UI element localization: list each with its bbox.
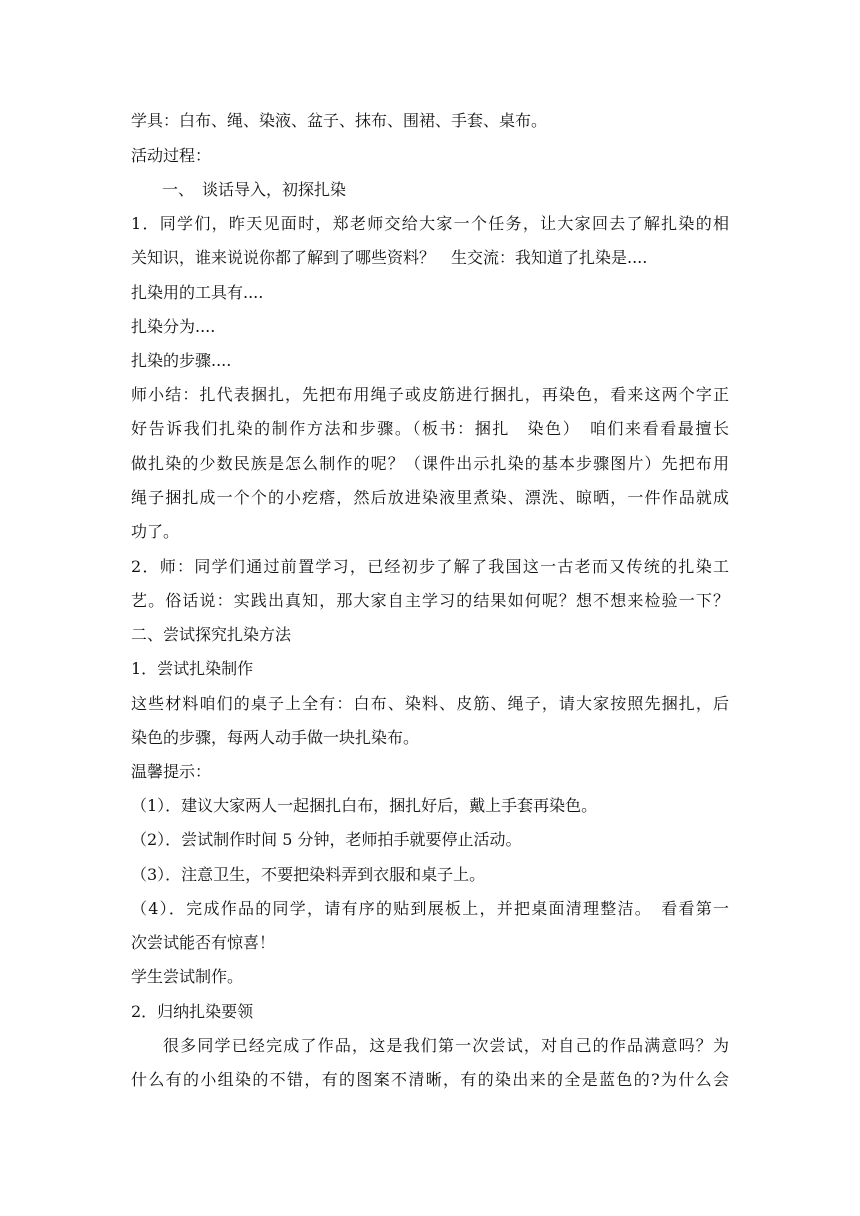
list-item: （2）．尝试制作时间 5 分钟，老师拍手就要停止活动。 <box>131 830 522 849</box>
text-line: 扎染的步骤.... <box>131 351 232 370</box>
section-heading: 二、尝试探究扎染方法 <box>131 625 292 644</box>
list-item: （3）．注意卫生，不要把染料弄到衣服和桌子上。 <box>131 865 486 884</box>
text-line: 扎染分为.... <box>131 317 216 336</box>
text-line: 师小结：扎代表捆扎，先把布用绳子或皮筋进行捆扎，再染色，看来这两个字正 <box>131 385 729 404</box>
text-line: 温馨提示： <box>131 762 212 781</box>
text-line: 2．师：同学们通过前置学习，已经初步了解了我国这一古老而又传统的扎染工 <box>131 557 729 576</box>
text-line: 扎染用的工具有.... <box>131 283 264 302</box>
text-line: 染色的步骤，每两人动手做一块扎染布。 <box>131 728 420 747</box>
subsection-heading: 1．尝试扎染制作 <box>131 659 254 678</box>
list-item: （4）．完成作品的同学，请有序的贴到展板上，并把桌面清理整洁。 看看第一 <box>131 899 729 918</box>
text-line: 绳子捆扎成一个个的小疙瘩，然后放进染液里煮染、漂洗、晾晒，一件作品就成 <box>131 488 729 507</box>
text-line: 什么有的小组染的不错，有的图案不清晰，有的染出来的全是蓝色的?为什么会 <box>131 1070 729 1089</box>
text-line: 功了。 <box>131 522 180 541</box>
text-line: 这些材料咱们的桌子上全有：白布、染料、皮筋、绳子，请大家按照先捆扎，后 <box>131 694 729 713</box>
subsection-heading: 2．归纳扎染要领 <box>131 1002 254 1021</box>
text-line: 关知识，谁来说说你都了解到了哪些资料？ 生交流：我知道了扎染是.... <box>131 248 648 267</box>
text-line: 好告诉我们扎染的制作方法和步骤。（板书：捆扎 染色） 咱们来看看最擅长 <box>131 419 729 438</box>
text-line: 1．同学们，昨天见面时，郑老师交给大家一个任务，让大家回去了解扎染的相 <box>131 214 729 233</box>
text-line: 活动过程： <box>131 146 212 165</box>
section-heading: 一、 谈话导入，初探扎染 <box>162 180 347 199</box>
text-line: 学具：白布、绳、染液、盆子、抹布、围裙、手套、桌布。 <box>131 111 548 130</box>
text-line: 次尝试能否有惊喜！ <box>131 933 276 952</box>
text-line: 做扎染的少数民族是怎么制作的呢？（课件出示扎染的基本步骤图片）先把布用 <box>131 454 729 473</box>
text-line: 艺。俗话说：实践出真知，那大家自主学习的结果如何呢？想不想来检验一下？ <box>131 591 729 610</box>
text-line: 很多同学已经完成了作品，这是我们第一次尝试，对自己的作品满意吗？为 <box>163 1036 729 1055</box>
list-item: （1）．建议大家两人一起捆扎白布，捆扎好后，戴上手套再染色。 <box>131 796 598 815</box>
text-line: 学生尝试制作。 <box>131 967 244 986</box>
